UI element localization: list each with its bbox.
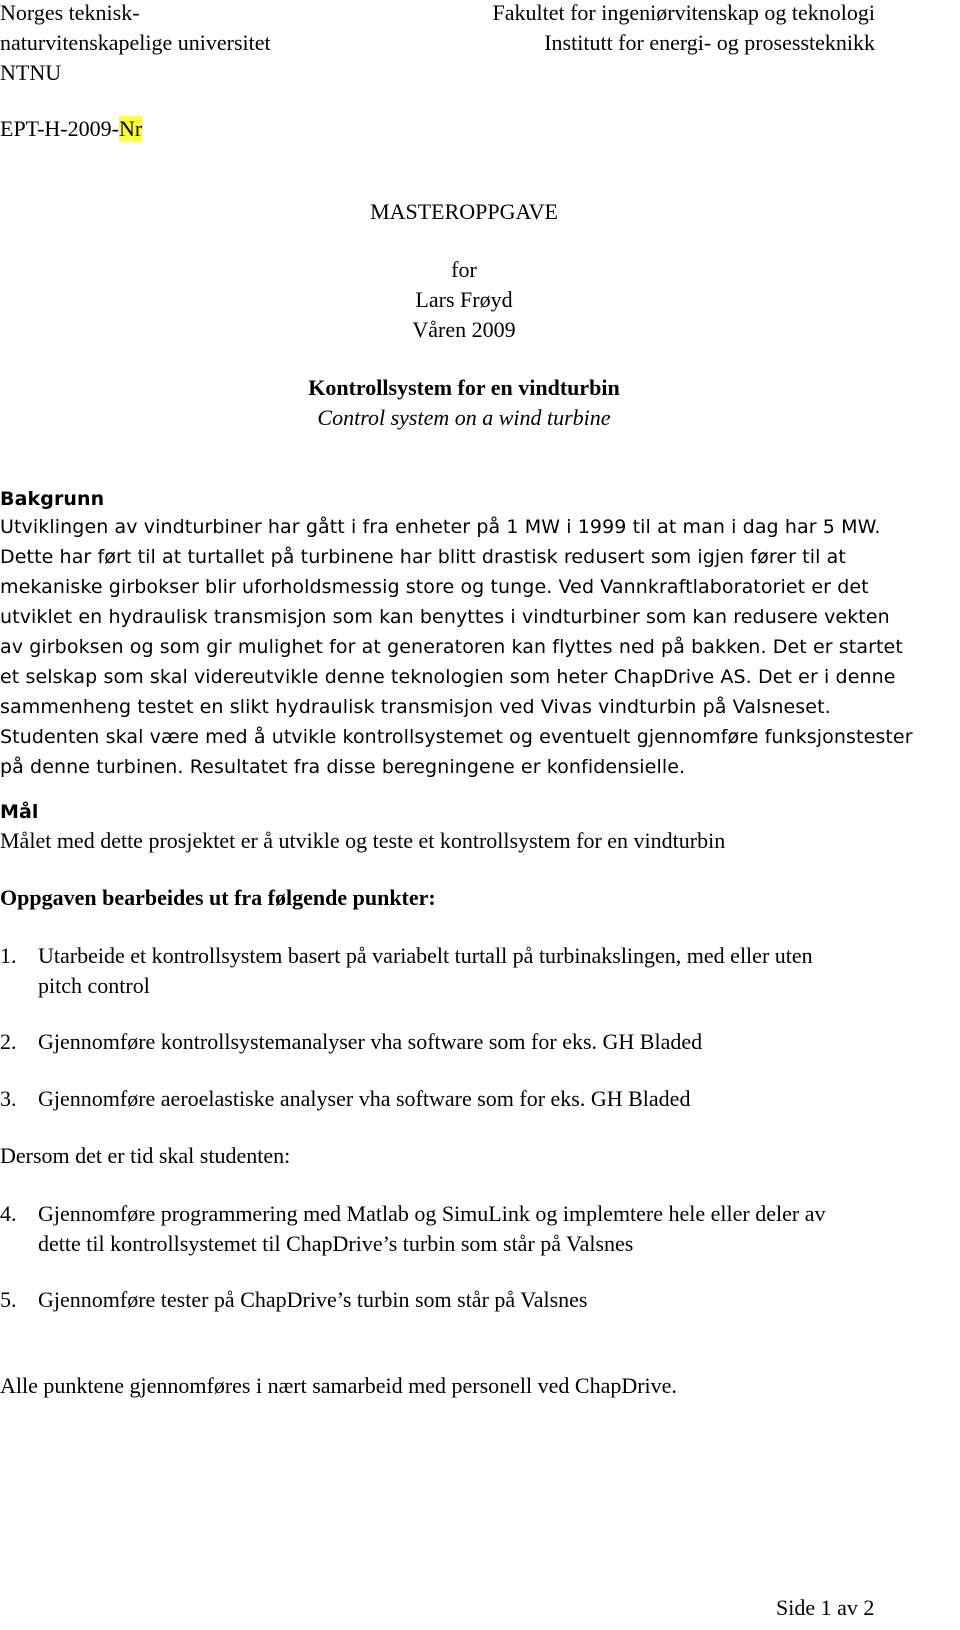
header-left	[0, 0, 420, 88]
closing-statement: Alle punktene gjennomføres i nært samarbeid med personell ved ChapDrive.	[0, 1373, 677, 1398]
faculty-name: Fakultet for ingeniørvitenskap og teknologi	[492, 0, 875, 25]
task-number: 3.	[0, 1086, 17, 1111]
background-heading: Bakgrunn	[0, 488, 105, 510]
task-text-line1: Gjennomføre tester på ChapDrive’s turbin som står på Valsnes	[38, 1287, 588, 1312]
task-number: 5.	[0, 1287, 17, 1312]
background-line: et selskap som skal videreutvikle denne teknologien som heter ChapDrive AS. Det er i denne	[0, 666, 896, 688]
background-paragraph	[0, 512, 960, 782]
task-item	[0, 1084, 945, 1114]
background-line: Studenten skal være med å utvikle kontrollsystemet og eventuelt gjennomføre funksjonstester	[0, 726, 913, 748]
header-right	[420, 0, 875, 58]
page-number: Side 1 av 2	[776, 1595, 875, 1620]
task-item	[0, 1027, 945, 1057]
optional-tasks-intro: Dersom det er tid skal studenten:	[0, 1143, 291, 1168]
goal-heading: Mål	[0, 801, 39, 823]
for-label: for	[451, 257, 477, 282]
task-text-line2: dette til kontrollsystemet til ChapDrive’s turbin som står på Valsnes	[38, 1231, 634, 1256]
task-text-line1: Gjennomføre programmering med Matlab og SimuLink og implemtere hele eller deler av	[38, 1201, 826, 1226]
tasks-heading: Oppgaven bearbeides ut fra følgende punkter:	[0, 885, 436, 910]
task-text-line1: Gjennomføre kontrollsystemanalyser vha software som for eks. GH Bladed	[38, 1029, 703, 1054]
title-block	[0, 197, 928, 433]
background-line: på denne turbinen. Resultatet fra disse beregningene er konfidensielle.	[0, 756, 686, 778]
topic-norwegian: Kontrollsystem for en vindturbin	[308, 375, 620, 400]
task-text-line2: pitch control	[38, 973, 150, 998]
institution-name-line1: Norges teknisk-	[0, 0, 140, 25]
task-number: 4.	[0, 1201, 17, 1226]
task-number: 2.	[0, 1029, 17, 1054]
optional-task-item	[0, 1199, 945, 1259]
task-item	[0, 941, 945, 1001]
task-text-line1: Utarbeide et kontrollsystem basert på variabelt turtall på turbinakslingen, med eller uten	[38, 943, 813, 968]
background-line: av girboksen og som gir mulighet for at generatoren kan flyttes ned på bakken. Det er startet	[0, 636, 903, 658]
background-line: Dette har ført til at turtallet på turbinene har blitt drastisk redusert som igjen fører til at	[0, 546, 846, 568]
document-id	[0, 114, 142, 144]
student-name: Lars Frøyd	[415, 287, 513, 312]
background-line: utviklet en hydraulisk transmisjon som kan benyttes i vindturbiner som kan redusere vekten	[0, 606, 890, 628]
task-number: 1.	[0, 943, 17, 968]
term: Våren 2009	[412, 317, 516, 342]
institution-abbrev: NTNU	[0, 60, 62, 85]
thesis-heading: MASTEROPPGAVE	[370, 199, 558, 224]
institution-name-line2: naturvitenskapelige universitet	[0, 30, 271, 55]
background-line: Utviklingen av vindturbiner har gått i fra enheter på 1 MW i 1999 til at man i dag har 5 MW.	[0, 516, 881, 538]
background-line: sammenheng testet en slikt hydraulisk transmisjon ved Vivas vindturbin på Valsneset.	[0, 696, 831, 718]
topic-english: Control system on a wind turbine	[317, 405, 611, 430]
document-id-number-placeholder: Nr	[118, 116, 143, 141]
background-line: mekaniske girbokser blir uforholdsmessig store og tunge. Ved Vannkraftlaboratoriet er det	[0, 576, 869, 598]
optional-task-item	[0, 1285, 945, 1315]
department-name: Institutt for energi- og prosessteknikk	[544, 30, 875, 55]
task-text-line1: Gjennomføre aeroelastiske analyser vha software som for eks. GH Bladed	[38, 1086, 691, 1111]
document-id-prefix: EPT-H-2009-	[0, 116, 119, 141]
goal-text: Målet med dette prosjektet er å utvikle og teste et kontrollsystem for en vindturbin	[0, 828, 726, 853]
